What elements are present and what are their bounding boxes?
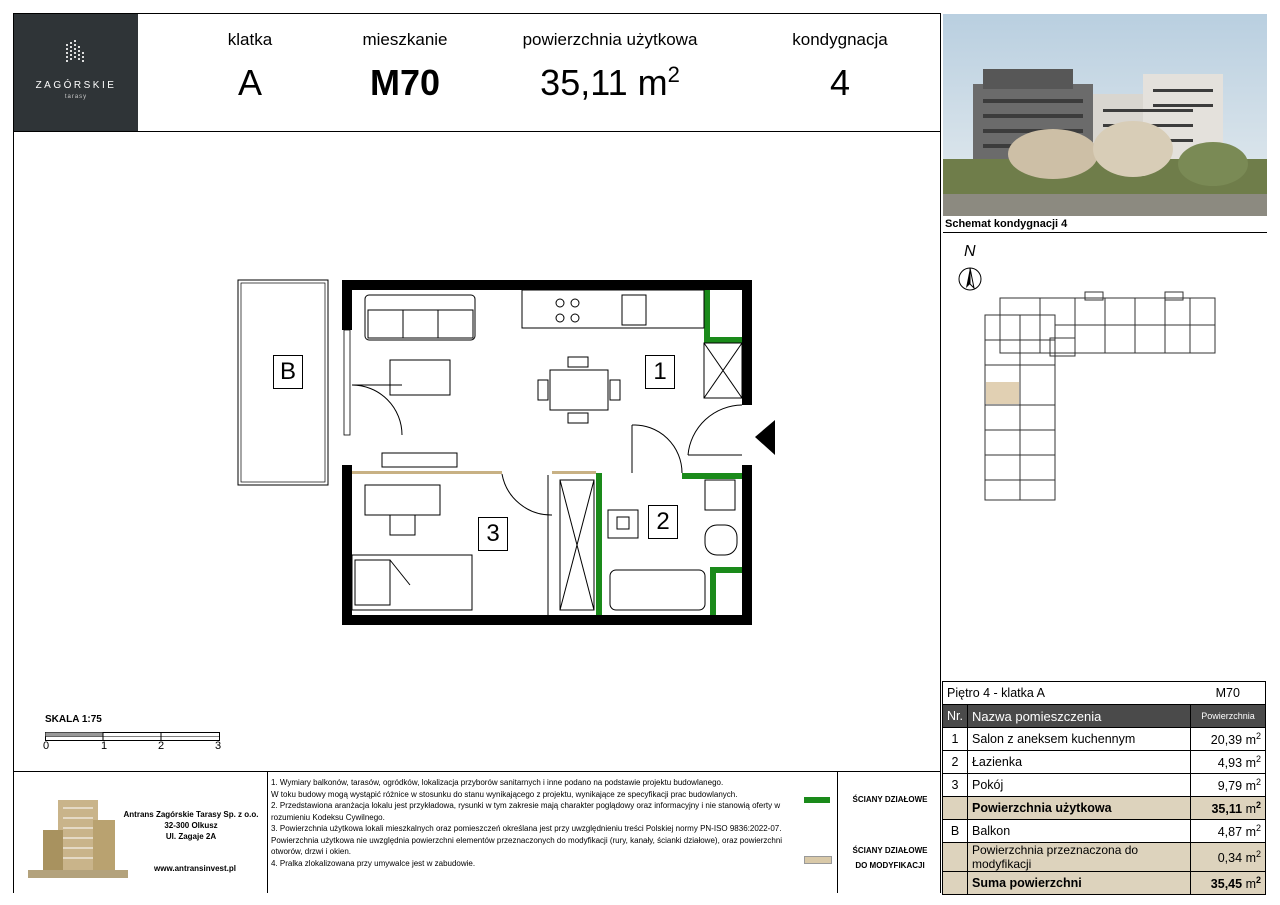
- area-label: powierzchnia użytkowa: [522, 30, 698, 49]
- footer-divider-1: [267, 771, 268, 893]
- unit-sup: 2: [1255, 730, 1261, 741]
- unit-sup: 2: [1255, 848, 1261, 859]
- empty-cell: [943, 872, 968, 895]
- area-value-number: 35,11 m: [540, 62, 668, 103]
- rooms-table: [942, 681, 1266, 895]
- total-value-number: 35,45: [1210, 877, 1243, 892]
- company-street: Ul. Zagaje 2A: [165, 832, 217, 841]
- room-3-label: 3: [478, 517, 508, 551]
- frame-top: [13, 13, 940, 14]
- balcony-row: [943, 820, 1266, 843]
- unit: m: [1245, 779, 1256, 794]
- note-line: 1. Wymiary balkonów, tarasów, ogródków, lokalizacja przyborów sanitarnych i inne podano na podstawie projektu budowlanego.: [271, 778, 724, 787]
- logo-name: ZAGÓRSKIE: [35, 80, 117, 91]
- legend-mod-label-1: ŚCIANY DZIAŁOWE: [852, 846, 928, 855]
- company-postcode: 32-300 Olkusz: [164, 821, 218, 830]
- floor-scheme-caption: Schemat kondygnacji 4: [945, 218, 1068, 230]
- apartment-label: mieszkanie: [362, 30, 448, 49]
- company-building-logo: [28, 785, 128, 880]
- row-name: Łazienka: [967, 751, 1190, 774]
- usable-area-value: [1191, 797, 1266, 820]
- table-title: Piętro 4 - klatka A: [943, 682, 1191, 705]
- legend-partition-swatch: [804, 797, 830, 803]
- table-title-row: [943, 682, 1266, 705]
- logo-subtitle: tarasy: [64, 94, 88, 100]
- staircase-value: A: [237, 62, 262, 103]
- unit: m: [1245, 825, 1256, 840]
- room-2-label: 2: [648, 505, 678, 539]
- total-value: [1191, 872, 1266, 895]
- row-area: [1191, 751, 1266, 774]
- row-area-value: 4,93: [1217, 756, 1243, 771]
- company-website[interactable]: www.antransinvest.pl: [154, 864, 236, 873]
- note-line: 3. Powierzchnia użytkowa lokali mieszkalnych oraz pomieszczeń określana jest przy uwzględnieniu treści Polskiej normy PN-ISO 9836:2022-07.: [271, 824, 782, 833]
- unit-sup: 2: [1255, 753, 1261, 764]
- frame-left: [13, 13, 14, 893]
- mod-value: 0,34: [1217, 851, 1243, 866]
- apartment-highlight: [986, 382, 1019, 404]
- col-nr: Nr.: [943, 705, 968, 728]
- logo-mark-icon: [64, 40, 90, 72]
- company-name: Antrans Zagórskie Tarasy Sp. z o.o.: [123, 810, 259, 819]
- note-line: 4. Pralka zlokalizowana przy umywalce jest w zabudowie.: [271, 858, 476, 868]
- row-name: Pokój: [967, 774, 1190, 797]
- unit: m: [1245, 733, 1256, 748]
- total-label: Suma powierzchni: [967, 872, 1190, 895]
- row-nr: 3: [943, 774, 968, 797]
- frame-footer-top: [13, 771, 940, 772]
- floor-scheme-plan: [980, 290, 1220, 510]
- entrance-arrow-icon: [755, 420, 775, 455]
- modification-label: Powierzchnia przeznaczona do modyfikacji: [967, 843, 1190, 872]
- building-visualization: [943, 14, 1267, 216]
- row-area-value: 4,87: [1217, 825, 1243, 840]
- legend-partition-label: ŚCIANY DZIAŁOWE: [852, 795, 928, 804]
- table-apartment: M70: [1191, 682, 1266, 705]
- row-name: Balkon: [967, 820, 1190, 843]
- unit: m: [1245, 756, 1256, 771]
- staircase-label: klatka: [227, 30, 273, 49]
- unit-sup: 2: [1255, 799, 1261, 810]
- empty-cell: [943, 843, 968, 872]
- empty-cell: [943, 797, 968, 820]
- footer-divider-2: [837, 771, 838, 893]
- unit: m: [1245, 877, 1256, 892]
- col-area: Powierzchnia: [1191, 705, 1266, 728]
- row-nr: 2: [943, 751, 968, 774]
- unit: m: [1245, 851, 1256, 866]
- legend-mod-label-2: DO MODYFIKACJI: [855, 861, 925, 870]
- note-line: 2. Przedstawiona aranżacja lokalu jest przykładowa, rysunki w tym zakresie mają charakter poglądowy oraz informacyjny i nie stanowią oferty w: [271, 801, 781, 810]
- footer-notes: [271, 777, 791, 869]
- row-area: [1191, 820, 1266, 843]
- balcony-label: B: [273, 355, 303, 389]
- unit: m: [1245, 802, 1256, 817]
- row-area-value: 9,79: [1217, 779, 1243, 794]
- usable-area-label: Powierzchnia użytkowa: [967, 797, 1190, 820]
- note-line: rozumieniu Kodeksu Cywilnego.: [271, 812, 385, 822]
- unit-sup: 2: [1255, 776, 1261, 787]
- scale-tick-2: 2: [158, 740, 165, 752]
- row-area: [1191, 728, 1266, 751]
- unit-sup: 2: [1255, 822, 1261, 833]
- note-line: W toku budowy mogą wystąpić różnice w stosunku do stanu wynikającego z projektu, wynikające ze specyfikacji prac budowlanych.: [271, 789, 738, 799]
- scheme-divider: [943, 232, 1267, 233]
- row-nr: 1: [943, 728, 968, 751]
- frame-right: [940, 13, 941, 893]
- row-name: Salon z aneksem kuchennym: [967, 728, 1190, 751]
- compass-icon: [957, 266, 983, 292]
- scale-tick-3: 3: [215, 740, 222, 752]
- note-line: otworów, drzwi i okien.: [271, 847, 352, 856]
- scale-bar: [45, 730, 225, 744]
- col-name: Nazwa pomieszczenia: [967, 705, 1190, 728]
- table-row: [943, 751, 1266, 774]
- legend-mod-swatch: [804, 856, 832, 864]
- scale-tick-1: 1: [101, 740, 108, 752]
- scale-tick-0: 0: [43, 740, 50, 752]
- apartment-floor-plan: [230, 275, 790, 635]
- north-label: N: [964, 243, 976, 260]
- floor-value: 4: [829, 62, 851, 103]
- table-row: [943, 774, 1266, 797]
- row-area: [1191, 774, 1266, 797]
- table-row: [943, 728, 1266, 751]
- modification-value: [1191, 843, 1266, 872]
- row-nr: B: [943, 820, 968, 843]
- logo: [14, 14, 138, 131]
- row-area-value: 20,39: [1210, 733, 1243, 748]
- table-header-row: [943, 705, 1266, 728]
- total-row: [943, 872, 1266, 895]
- floor-label: kondygnacja: [792, 30, 888, 49]
- area-unit-sup: 2: [667, 62, 680, 87]
- usable-value: 35,11: [1211, 802, 1243, 817]
- usable-area-row: [943, 797, 1266, 820]
- scale-label: SKALA 1:75: [45, 714, 102, 725]
- note-line: Powierzchnia użytkowa nie uwzględnia powierzchni elementów przeznaczonych do modyfikacji (rury, kanały, ścianki działowe), oraz powierzchni: [271, 835, 783, 845]
- area-value: [510, 62, 710, 104]
- unit-sup: 2: [1255, 874, 1261, 885]
- room-1-label: 1: [645, 355, 675, 389]
- frame-header-bottom: [13, 131, 940, 132]
- apartment-value: M70: [369, 62, 441, 103]
- modification-row: [943, 843, 1266, 872]
